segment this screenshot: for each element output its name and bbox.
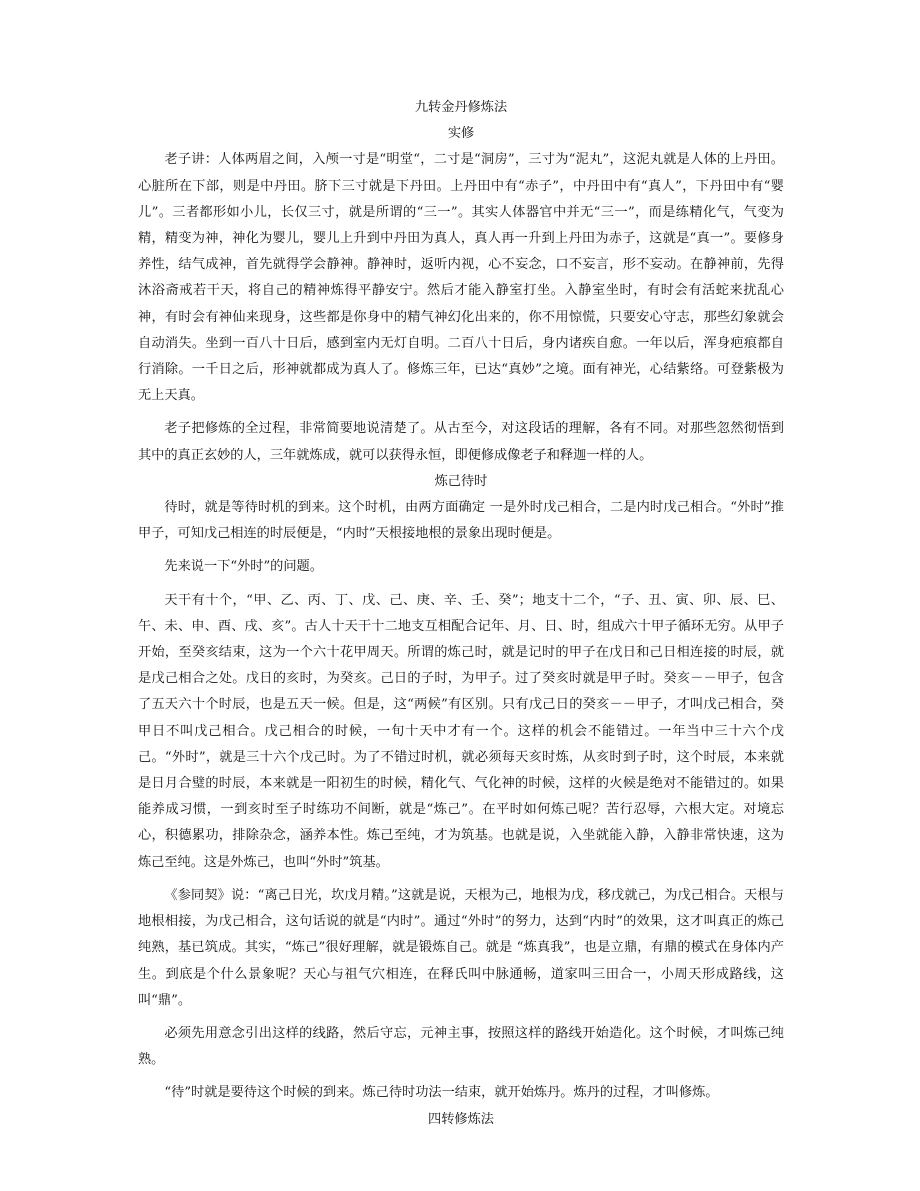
- paragraph: 先来说一下“外时”的问题。: [164, 559, 323, 575]
- paragraph: 必须先用意念引出这样的线路，然后守忘，元神主事，按照这样的路线开始造化。这个时候，才叫炼己纯熟。: [138, 1025, 784, 1068]
- section-heading-shixiu: 实修: [447, 126, 475, 142]
- paragraph: 待时，就是等待时机的到来。这个时机，由两方面确定 一是外时戊己相合，二是内时戊己相合。“外时”推甲子，可知戊己相连的时辰便是，“内时”天根接地根的景象出现时便是。: [138, 500, 784, 542]
- document-title: 九转金丹修炼法: [414, 100, 508, 115]
- paragraph: 老子讲：人体两眉之间，入颅一寸是“明堂“，二寸是“洞房”，三寸为“泥丸”，这泥丸就是人体的上丹田。心脏所在下部，则是中丹田。脐下三寸就是下丹田。上丹田中有“赤子”，中丹田中有“真人”，下丹田中有“婴儿”。三者都形如小儿，长仅三寸，就是所谓的“三一”。其实人体器官中并无“三一”，而是练精化气，气变为精，精变为神，神化为婴儿，婴儿上升到中丹田为真人，真人再一升到上丹田为赤子，这就是“真一”。要修身养性，结气成神，首先就得学会静神。静神时，返听内视，心不妄念，口不妄言，形不妄动。在静神前，先得沐浴斋戒若干天，将自己的精神炼得平静安宁。然后才能入静室打坐。入静室坐时，有时会有活蛇来扰乱心神，有时会有神仙来现身，这些都是你身中的精气神幻化出来的，你不用惊慌，只要安心守志，那些幻象就会自动消失。坐到一百八十日后，感到室内无灯自明。二百八十日后，身内诸疾自愈。一年以后，浑身疤痕都自行消除。一千日之后，形神就都成为真人了。修炼三年，已达“真妙”之境。面有神光，心结紫络。可登紫极为无上天真。: [138, 152, 784, 404]
- section-heading-sizhuan: 四转修炼法: [428, 1111, 494, 1127]
- paragraph: “待”时就是要待这个时候的到来。炼己待时功法一结束，就开始炼丹。炼丹的过程，才叫修炼。: [164, 1085, 719, 1101]
- document-page: [138, 95, 784, 1133]
- paragraph: 老子把修炼的全过程，非常简要地说清楚了。从古至今，对这段话的理解，各有不同。对那些忽然彻悟到其中的真正玄妙的人，三年就炼成，就可以获得永恒，即便修成像老子和释迦一样的人。: [138, 421, 784, 463]
- paragraph: 天干有十个，“甲、乙、丙、丁、戊、己、庚、辛、壬、癸”；地支十二个，“子、丑、寅、卯、辰、巳、午、未、申、酉、戌、亥”。古人十天干十二地支互相配合记年、月、日、时，组成六十甲子循环无穷。从甲子开始，至癸亥结束，这为一个六十花甲周天。所谓的炼己时，就是记时的甲子在戊日和己日相连接的时辰，就是戊己相合之处。戊日的亥时，为癸亥。己日的子时，为甲子。过了癸亥时就是甲子时。癸亥－－甲子，包含了五天六十个时辰，也是五天一候。但是，这“两候”有区别。只有戊己日的癸亥－－甲子，才叫戊己相合，癸甲日不叫戊己相合。戊己相合的时候，一旬十天中才有一个。这样的机会不能错过。一年当中三十六个戊己。“外时”，就是三十六个戊己时。为了不错过时机，就必须每天亥时炼，从亥时到子时，这个时辰，本来就是日月合璧的时辰，本来就是一阳初生的时候，精化气、气化神的时候，这样的火候是绝对不能错过的。如果能养成习惯，一到亥时至子时练功不间断，就是“炼己”。在平时如何炼己呢？苦行忍辱，六根大定。对境忘心，积德累功，排除杂念，涵养本性。炼己至纯，才为筑基。也就是说，入坐就能入静，入静非常快速，这为炼己至纯。这是外炼己，也叫“外时”筑基。: [138, 592, 784, 870]
- section-heading-lianji-daishi: 炼己待时: [434, 473, 488, 489]
- paragraph: 《参同契》说：“离己日光，坎戊月精。”这就是说，天根为己，地根为戊，移戊就己，为戊己相合。天根与地根相接，为戊己相合，这句话说的就是“内时”。通过“外时”的努力，达到“内时”的效果，这才叫真正的炼己纯熟，基已筑成。其实，“炼己”很好理解，就是锻炼自己。就是 “炼真我”，也是立鼎，有鼎的模式在身体内产生。到底是个什么景象呢？天心与祖气穴相连，在释氏叫中脉通畅，道家叫三田合一，小周天形成路线，这叫“鼎”。: [138, 887, 784, 1008]
